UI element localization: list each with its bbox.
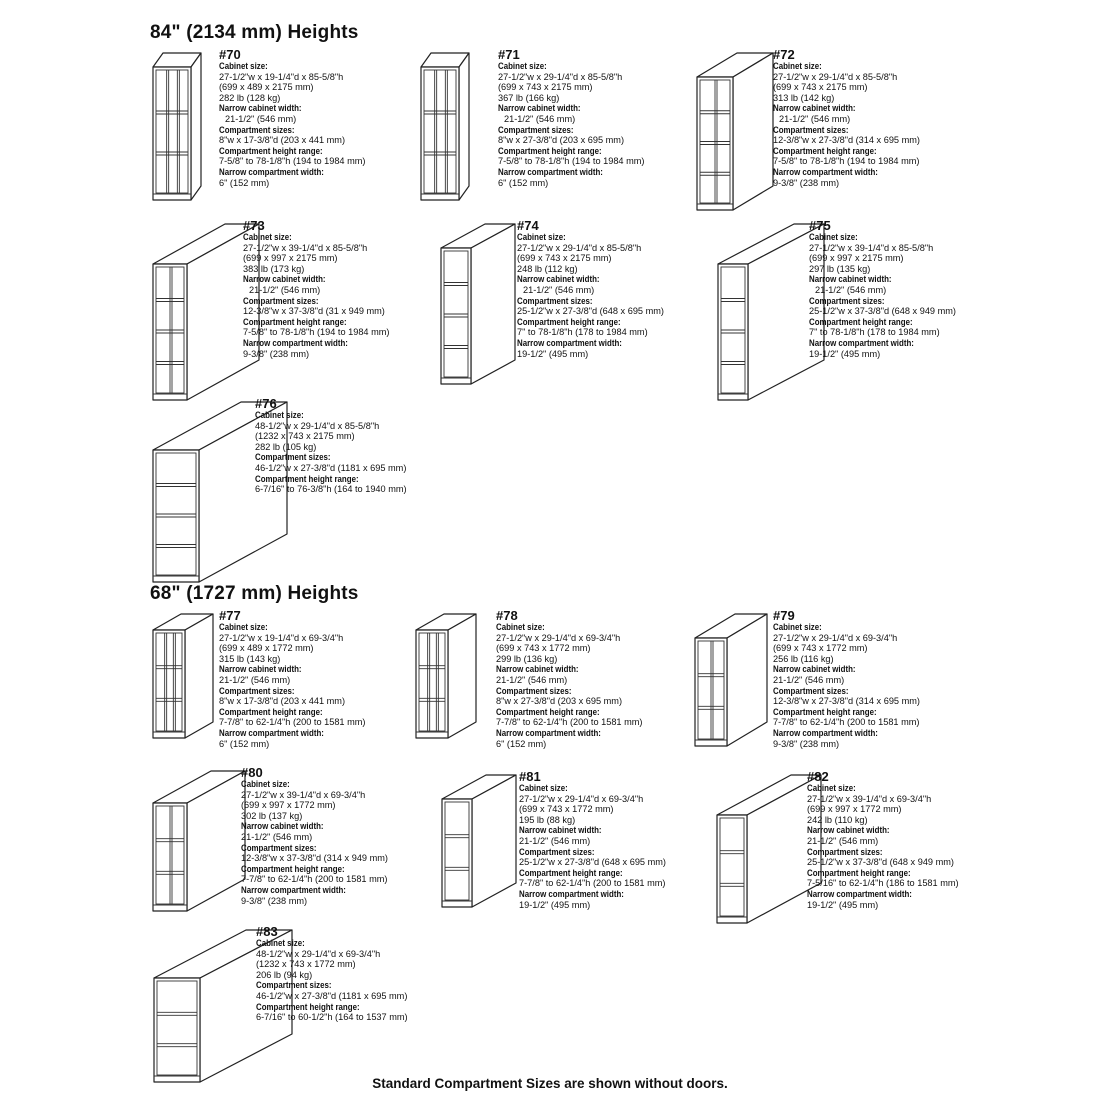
spec-label: Cabinet size:: [807, 783, 856, 793]
spec-label: Narrow compartment width:: [773, 727, 878, 738]
spec-label: Compartment height range:: [773, 145, 877, 156]
spec-label: Narrow cabinet width:: [809, 274, 892, 285]
spec-label: Cabinet size:: [256, 938, 305, 948]
spec-label: Cabinet size:: [496, 622, 545, 632]
spec-value: 302 lb (137 kg): [241, 810, 303, 821]
spec-value: 367 lb (166 kg): [498, 92, 560, 103]
cabinet-specs: [809, 219, 956, 359]
spec-label: Compartment sizes:: [807, 846, 883, 857]
spec-label: Narrow compartment width:: [219, 166, 324, 177]
spec-value: 21-1/2" (546 mm): [249, 284, 321, 295]
cabinet-number: #78: [496, 608, 518, 623]
spec-label: Narrow cabinet width:: [496, 664, 579, 675]
spec-value: 46-1/2"w x 27-3/8"d (1181 x 695 mm): [255, 462, 407, 473]
spec-value: 256 lb (116 kg): [773, 653, 834, 664]
spec-value: 9-3/8" (238 mm): [773, 738, 840, 749]
spec-value: 21-1/2" (546 mm): [225, 113, 297, 124]
spec-label: Cabinet size:: [773, 622, 822, 632]
spec-label: Narrow compartment width:: [243, 337, 348, 348]
cabinet-illustration: [415, 613, 479, 741]
cabinet-specs: [219, 48, 365, 188]
spec-value: 25-1/2"w x 27-3/8"d (648 x 695 mm): [517, 306, 664, 317]
spec-value: 46-1/2"w x 27-3/8"d (1181 x 695 mm): [256, 990, 408, 1001]
cabinet-number: #80: [241, 765, 263, 780]
spec-label: Narrow cabinet width:: [517, 274, 600, 285]
spec-value: 27-1/2"w x 39-1/4"d x 69-3/4"h: [807, 793, 932, 804]
spec-label: Compartment height range:: [809, 316, 913, 327]
cabinet-illustration: [441, 774, 519, 910]
cabinet-specs: [255, 397, 407, 495]
cabinet-front: [416, 630, 448, 738]
spec-value: 19-1/2" (495 mm): [809, 348, 881, 359]
spec-label: Compartment height range:: [773, 706, 877, 717]
spec-value: 27-1/2"w x 29-1/4"d x 69-3/4"h: [773, 632, 898, 643]
cabinet-side-face: [472, 775, 516, 907]
spec-value: 19-1/2" (495 mm): [807, 899, 879, 910]
section-title-84: 84" (2134 mm) Heights: [150, 22, 359, 43]
cabinet-number: #71: [498, 47, 520, 62]
spec-value: (699 x 997 x 1772 mm): [241, 800, 336, 811]
spec-label: Narrow cabinet width:: [773, 664, 856, 675]
spec-label: Compartment height range:: [519, 867, 623, 878]
spec-value: 7-5/8" to 78-1/8"h (194 to 1984 mm): [773, 156, 920, 167]
spec-label: Compartment height range:: [243, 316, 347, 327]
spec-label: Compartment sizes:: [498, 124, 574, 135]
spec-value: (1232 x 743 x 2175 mm): [255, 431, 355, 442]
cabinet-number: #82: [807, 769, 829, 784]
cabinet-illustration: [152, 52, 204, 203]
spec-value: (699 x 997 x 2175 mm): [809, 253, 904, 264]
spec-label: Compartment sizes:: [219, 124, 295, 135]
spec-value: 21-1/2" (546 mm): [519, 835, 591, 846]
spec-label: Cabinet size:: [519, 783, 568, 793]
spec-value: 21-1/2" (546 mm): [219, 674, 291, 685]
spec-value: 48-1/2"w x 29-1/4"d x 69-3/4"h: [256, 948, 381, 959]
cabinet-front: [154, 978, 200, 1082]
spec-label: Narrow cabinet width:: [243, 274, 326, 285]
spec-label: Narrow compartment width:: [219, 727, 324, 738]
spec-value: 282 lb (105 kg): [255, 441, 317, 452]
spec-label: Compartment height range:: [517, 316, 621, 327]
spec-label: Compartment height range:: [496, 706, 600, 717]
spec-label: Narrow compartment width:: [809, 337, 914, 348]
cabinet-number: #70: [219, 47, 241, 62]
spec-label: Compartment sizes:: [496, 685, 572, 696]
spec-value: 242 lb (110 kg): [807, 814, 868, 825]
spec-label: Narrow compartment width:: [773, 166, 878, 177]
spec-label: Cabinet size:: [255, 410, 304, 420]
spec-label: Cabinet size:: [773, 61, 822, 71]
cabinet-side-face: [185, 614, 213, 738]
spec-value: (699 x 743 x 2175 mm): [498, 82, 593, 93]
cabinet-front: [421, 67, 459, 200]
cabinet-illustration: [694, 613, 770, 749]
spec-value: 25-1/2"w x 37-3/8"d (648 x 949 mm): [809, 306, 956, 317]
spec-value: (699 x 997 x 2175 mm): [243, 253, 338, 264]
spec-value: (699 x 743 x 2175 mm): [773, 82, 868, 93]
spec-label: Cabinet size:: [809, 232, 858, 242]
spec-label: Compartment sizes:: [241, 842, 317, 853]
spec-label: Compartment sizes:: [517, 295, 593, 306]
cabinet-side-face: [459, 53, 469, 200]
spec-label: Narrow compartment width:: [496, 727, 601, 738]
spec-label: Compartment sizes:: [809, 295, 885, 306]
spec-label: Cabinet size:: [219, 61, 268, 71]
spec-label: Narrow cabinet width:: [219, 103, 302, 114]
spec-value: 21-1/2" (546 mm): [807, 835, 879, 846]
spec-value: 6" (152 mm): [219, 738, 270, 749]
spec-value: 7-5/8" to 78-1/8"h (194 to 1984 mm): [243, 327, 390, 338]
spec-value: (699 x 489 x 1772 mm): [219, 643, 314, 654]
spec-value: 8"w x 27-3/8"d (203 x 695 mm): [496, 696, 623, 707]
spec-label: Narrow cabinet width:: [519, 825, 602, 836]
spec-value: 19-1/2" (495 mm): [519, 899, 591, 910]
spec-value: 6" (152 mm): [219, 177, 270, 188]
cabinet-side-face: [471, 224, 515, 384]
spec-label: Narrow compartment width:: [498, 166, 603, 177]
cabinet-side-face: [448, 614, 476, 738]
spec-label: Cabinet size:: [498, 61, 547, 71]
spec-value: 8"w x 27-3/8"d (203 x 695 mm): [498, 135, 625, 146]
cabinet-front: [153, 630, 185, 738]
spec-label: Narrow compartment width:: [241, 884, 346, 895]
spec-value: 21-1/2" (546 mm): [815, 284, 887, 295]
cabinet-specs: [517, 219, 664, 359]
spec-label: Narrow cabinet width:: [773, 103, 856, 114]
section-title-68: 68" (1727 mm) Heights: [150, 583, 359, 604]
spec-value: 7-7/8" to 62-1/4"h (200 to 1581 mm): [496, 717, 643, 728]
cabinet-number: #79: [773, 608, 795, 623]
spec-value: 7-7/8" to 62-1/4"h (200 to 1581 mm): [773, 717, 920, 728]
cabinet-specs: [773, 48, 920, 188]
spec-value: 6" (152 mm): [496, 738, 547, 749]
spec-value: (699 x 743 x 2175 mm): [517, 253, 612, 264]
cabinet-illustration: [440, 223, 518, 387]
spec-label: Cabinet size:: [219, 622, 268, 632]
spec-value: 299 lb (136 kg): [496, 653, 558, 664]
spec-label: Cabinet size:: [241, 779, 290, 789]
spec-value: 7-5/8" to 78-1/8"h (194 to 1984 mm): [219, 156, 366, 167]
spec-value: 27-1/2"w x 19-1/4"d x 69-3/4"h: [219, 632, 344, 643]
spec-value: (699 x 489 x 2175 mm): [219, 82, 314, 93]
spec-value: 27-1/2"w x 29-1/4"d x 85-5/8"h: [773, 71, 898, 82]
spec-value: (699 x 743 x 1772 mm): [773, 643, 868, 654]
spec-label: Compartment height range:: [807, 867, 911, 878]
spec-value: 7-7/8" to 62-1/4"h (200 to 1581 mm): [241, 874, 388, 885]
spec-label: Compartment sizes:: [773, 124, 849, 135]
spec-value: (699 x 743 x 1772 mm): [496, 643, 591, 654]
cabinet-number: #76: [255, 396, 277, 411]
spec-value: 27-1/2"w x 39-1/4"d x 69-3/4"h: [241, 789, 366, 800]
spec-value: 8"w x 17-3/8"d (203 x 441 mm): [219, 696, 346, 707]
cabinet-illustration: [152, 770, 248, 914]
cabinet-front: [717, 815, 747, 923]
spec-label: Compartment height range:: [498, 145, 602, 156]
spec-value: (699 x 997 x 1772 mm): [807, 804, 902, 815]
cabinet-number: #74: [517, 218, 539, 233]
spec-label: Compartment height range:: [219, 706, 323, 717]
spec-label: Narrow cabinet width:: [498, 103, 581, 114]
spec-value: 248 lb (112 kg): [517, 263, 578, 274]
cabinet-illustration: [696, 52, 776, 213]
spec-value: 6-7/16" to 60-1/2"h (164 to 1537 mm): [256, 1012, 408, 1023]
spec-value: 12-3/8"w x 37-3/8"d (31 x 949 mm): [243, 306, 385, 317]
spec-value: 27-1/2"w x 29-1/4"d x 85-5/8"h: [517, 242, 642, 253]
spec-value: 6" (152 mm): [498, 177, 549, 188]
spec-value: 19-1/2" (495 mm): [517, 348, 589, 359]
spec-label: Compartment sizes:: [243, 295, 319, 306]
spec-value: 25-1/2"w x 37-3/8"d (648 x 949 mm): [807, 857, 954, 868]
spec-value: 27-1/2"w x 39-1/4"d x 85-5/8"h: [809, 242, 934, 253]
cabinet-front: [153, 67, 191, 200]
spec-label: Compartment sizes:: [255, 452, 331, 463]
spec-value: 7" to 78-1/8"h (178 to 1984 mm): [809, 327, 940, 338]
spec-label: Compartment sizes:: [256, 980, 332, 991]
spec-value: 7-5/16" to 62-1/4"h (186 to 1581 mm): [807, 878, 959, 889]
spec-value: 7-7/8" to 62-1/4"h (200 to 1581 mm): [219, 717, 366, 728]
footer-note: Standard Compartment Sizes are shown without doors.: [372, 1076, 728, 1091]
spec-value: 8"w x 17-3/8"d (203 x 441 mm): [219, 135, 346, 146]
cabinet-illustration: [152, 613, 216, 741]
cabinet-front: [442, 799, 472, 907]
spec-label: Narrow cabinet width:: [807, 825, 890, 836]
cabinet-specs: [219, 609, 365, 749]
cabinet-number: #73: [243, 218, 265, 233]
spec-label: Compartment height range:: [241, 863, 345, 874]
spec-value: 21-1/2" (546 mm): [523, 284, 595, 295]
cabinet-number: #81: [519, 769, 541, 784]
spec-value: 9-3/8" (238 mm): [241, 895, 308, 906]
spec-label: Narrow cabinet width:: [241, 821, 324, 832]
spec-value: 27-1/2"w x 39-1/4"d x 85-5/8"h: [243, 242, 368, 253]
cabinet-illustration: [420, 52, 472, 203]
spec-label: Compartment sizes:: [519, 846, 595, 857]
spec-value: 9-3/8" (238 mm): [773, 177, 840, 188]
spec-label: Cabinet size:: [517, 232, 566, 242]
spec-value: 21-1/2" (546 mm): [504, 113, 576, 124]
spec-value: 21-1/2" (546 mm): [773, 674, 845, 685]
spec-value: 297 lb (135 kg): [809, 263, 871, 274]
spec-value: 7" to 78-1/8"h (178 to 1984 mm): [517, 327, 648, 338]
spec-label: Narrow compartment width:: [519, 888, 624, 899]
spec-value: (699 x 743 x 1772 mm): [519, 804, 614, 815]
spec-label: Cabinet size:: [243, 232, 292, 242]
spec-label: Narrow cabinet width:: [219, 664, 302, 675]
cabinet-side-face: [191, 53, 201, 200]
spec-value: (1232 x 743 x 1772 mm): [256, 959, 356, 970]
spec-value: 48-1/2"w x 29-1/4"d x 85-5/8"h: [255, 420, 380, 431]
spec-value: 6-7/16" to 76-3/8"h (164 to 1940 mm): [255, 484, 407, 495]
spec-value: 282 lb (128 kg): [219, 92, 281, 103]
spec-value: 9-3/8" (238 mm): [243, 348, 310, 359]
spec-value: 27-1/2"w x 19-1/4"d x 85-5/8"h: [219, 71, 344, 82]
cabinet-front: [718, 264, 748, 400]
cabinet-specs: [496, 609, 642, 749]
spec-value: 12-3/8"w x 37-3/8"d (314 x 949 mm): [241, 853, 388, 864]
cabinet-specs: [519, 770, 666, 910]
spec-value: 383 lb (173 kg): [243, 263, 305, 274]
spec-value: 21-1/2" (546 mm): [241, 831, 313, 842]
spec-value: 7-7/8" to 62-1/4"h (200 to 1581 mm): [519, 878, 666, 889]
cabinet-number: #77: [219, 608, 241, 623]
spec-label: Compartment height range:: [255, 473, 359, 484]
cabinet-number: #75: [809, 218, 831, 233]
spec-value: 315 lb (143 kg): [219, 653, 281, 664]
cabinet-specs: [498, 48, 644, 188]
cabinet-front: [153, 450, 199, 582]
spec-value: 12-3/8"w x 27-3/8"d (314 x 695 mm): [773, 696, 920, 707]
spec-value: 27-1/2"w x 29-1/4"d x 69-3/4"h: [496, 632, 621, 643]
cabinet-number: #83: [256, 924, 278, 939]
spec-value: 21-1/2" (546 mm): [496, 674, 568, 685]
spec-value: 27-1/2"w x 29-1/4"d x 69-3/4"h: [519, 793, 644, 804]
spec-value: 27-1/2"w x 29-1/4"d x 85-5/8"h: [498, 71, 623, 82]
spec-label: Compartment sizes:: [219, 685, 295, 696]
cabinet-specs: [241, 766, 388, 906]
cabinet-side-face: [727, 614, 767, 746]
cabinet-specs: [243, 219, 389, 359]
spec-label: Compartment sizes:: [773, 685, 849, 696]
cabinet-specs: [256, 925, 408, 1023]
spec-value: 7-5/8" to 78-1/8"h (194 to 1984 mm): [498, 156, 645, 167]
spec-label: Narrow compartment width:: [807, 888, 912, 899]
spec-label: Narrow compartment width:: [517, 337, 622, 348]
spec-label: Compartment height range:: [256, 1001, 360, 1012]
cabinet-specs: [773, 609, 920, 749]
spec-value: 206 lb (94 kg): [256, 969, 313, 980]
spec-value: 21-1/2" (546 mm): [779, 113, 851, 124]
cabinet-number: #72: [773, 47, 795, 62]
cabinet-front: [441, 248, 471, 384]
spec-value: 25-1/2"w x 27-3/8"d (648 x 695 mm): [519, 857, 666, 868]
spec-label: Compartment height range:: [219, 145, 323, 156]
cabinet-specs: [807, 770, 959, 910]
spec-value: 195 lb (88 kg): [519, 814, 576, 825]
spec-value: 12-3/8"w x 27-3/8"d (314 x 695 mm): [773, 135, 920, 146]
spec-value: 313 lb (142 kg): [773, 92, 835, 103]
cabinet-side-face: [733, 53, 773, 210]
